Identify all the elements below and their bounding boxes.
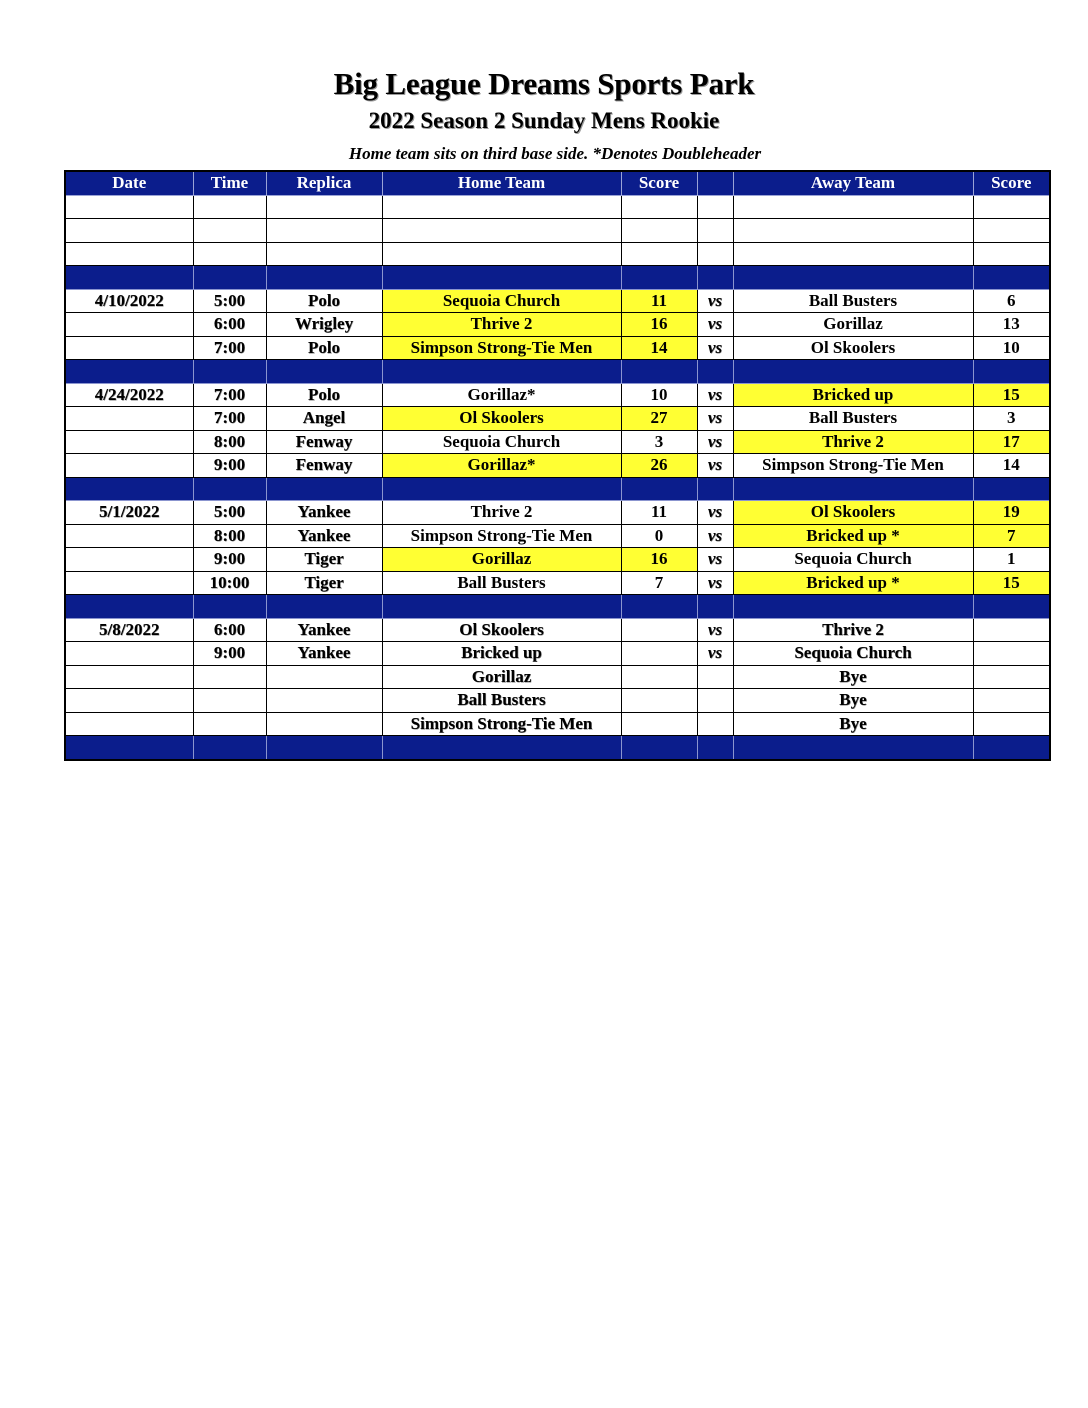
home-team-cell: Thrive 2	[382, 313, 621, 337]
replica-cell: Fenway	[266, 430, 382, 454]
separator-cell	[621, 736, 697, 760]
home-team-cell: Simpson Strong-Tie Men	[382, 524, 621, 548]
home-score-cell: 3	[621, 430, 697, 454]
home-team-cell: Gorillaz	[382, 665, 621, 689]
time-cell: 10:00	[193, 571, 266, 595]
away-team-cell: Sequoia Church	[733, 548, 973, 572]
column-header-home-score: Score	[621, 171, 697, 195]
date-cell	[65, 689, 193, 713]
date-cell: 5/8/2022	[65, 618, 193, 642]
game-row	[65, 571, 1050, 595]
vs-cell: vs	[697, 454, 733, 478]
blank-row	[65, 219, 1050, 243]
game-row	[65, 407, 1050, 431]
time-cell	[193, 689, 266, 713]
home-team-cell: Ol Skoolers	[382, 407, 621, 431]
time-cell: 8:00	[193, 524, 266, 548]
column-header-home-team: Home Team	[382, 171, 621, 195]
separator-cell	[697, 595, 733, 619]
separator-cell	[621, 595, 697, 619]
time-cell: 6:00	[193, 313, 266, 337]
empty-cell	[621, 195, 697, 219]
home-score-cell: 27	[621, 407, 697, 431]
date-cell: 4/10/2022	[65, 289, 193, 313]
empty-cell	[193, 242, 266, 266]
vs-cell: vs	[697, 618, 733, 642]
home-team-cell: Thrive 2	[382, 501, 621, 525]
separator-cell	[973, 360, 1050, 384]
replica-cell: Tiger	[266, 571, 382, 595]
separator-cell	[266, 736, 382, 760]
separator-cell	[65, 595, 193, 619]
separator-cell	[266, 360, 382, 384]
vs-cell	[697, 689, 733, 713]
game-row	[65, 430, 1050, 454]
separator-cell	[621, 360, 697, 384]
empty-cell	[65, 195, 193, 219]
away-team-cell: Bricked up	[733, 383, 973, 407]
replica-cell: Polo	[266, 336, 382, 360]
empty-cell	[266, 195, 382, 219]
home-team-cell: Simpson Strong-Tie Men	[382, 712, 621, 736]
away-team-cell: Bricked up *	[733, 571, 973, 595]
empty-cell	[382, 195, 621, 219]
vs-cell: vs	[697, 430, 733, 454]
separator-cell	[382, 266, 621, 290]
empty-cell	[697, 195, 733, 219]
empty-cell	[193, 219, 266, 243]
away-team-cell: Ol Skoolers	[733, 501, 973, 525]
vs-cell: vs	[697, 548, 733, 572]
home-score-cell: 14	[621, 336, 697, 360]
replica-cell	[266, 689, 382, 713]
separator-cell	[733, 736, 973, 760]
away-score-cell	[973, 665, 1050, 689]
game-row	[65, 548, 1050, 572]
separator-row	[65, 266, 1050, 290]
schedule-table	[64, 170, 1051, 761]
home-score-cell: 0	[621, 524, 697, 548]
home-score-cell: 7	[621, 571, 697, 595]
away-score-cell: 19	[973, 501, 1050, 525]
separator-cell	[733, 477, 973, 501]
time-cell: 8:00	[193, 430, 266, 454]
vs-cell: vs	[697, 571, 733, 595]
column-header-replica: Replica	[266, 171, 382, 195]
column-header-date: Date	[65, 171, 193, 195]
blank-row	[65, 242, 1050, 266]
vs-cell: vs	[697, 524, 733, 548]
bye-row	[65, 712, 1050, 736]
blank-row	[65, 195, 1050, 219]
away-score-cell: 17	[973, 430, 1050, 454]
game-row	[65, 454, 1050, 478]
separator-cell	[382, 477, 621, 501]
schedule-body	[65, 195, 1050, 760]
game-row	[65, 524, 1050, 548]
away-score-cell	[973, 642, 1050, 666]
vs-cell: vs	[697, 313, 733, 337]
home-team-cell: Gorillaz	[382, 548, 621, 572]
replica-cell: Yankee	[266, 524, 382, 548]
away-team-cell: Thrive 2	[733, 618, 973, 642]
time-cell: 5:00	[193, 289, 266, 313]
away-team-cell: Ball Busters	[733, 289, 973, 313]
empty-cell	[65, 219, 193, 243]
time-cell: 6:00	[193, 618, 266, 642]
replica-cell: Yankee	[266, 501, 382, 525]
home-team-cell: Ball Busters	[382, 689, 621, 713]
separator-cell	[973, 595, 1050, 619]
bye-row	[65, 689, 1050, 713]
date-cell	[65, 407, 193, 431]
empty-cell	[266, 242, 382, 266]
column-header-vs	[697, 171, 733, 195]
away-team-cell: Gorillaz	[733, 313, 973, 337]
empty-cell	[382, 219, 621, 243]
away-score-cell: 15	[973, 383, 1050, 407]
away-score-cell: 10	[973, 336, 1050, 360]
home-score-cell: 16	[621, 313, 697, 337]
bye-row	[65, 665, 1050, 689]
away-score-cell: 13	[973, 313, 1050, 337]
page-subtitle: 2022 Season 2 Sunday Mens Rookie	[368, 108, 720, 133]
time-cell: 9:00	[193, 454, 266, 478]
separator-cell	[193, 266, 266, 290]
away-score-cell: 7	[973, 524, 1050, 548]
vs-cell: vs	[697, 383, 733, 407]
date-cell: 5/1/2022	[65, 501, 193, 525]
replica-cell: Tiger	[266, 548, 382, 572]
empty-cell	[621, 219, 697, 243]
time-cell: 9:00	[193, 642, 266, 666]
home-team-cell: Simpson Strong-Tie Men	[382, 336, 621, 360]
replica-cell: Yankee	[266, 618, 382, 642]
away-score-cell	[973, 689, 1050, 713]
date-cell	[65, 524, 193, 548]
column-header-away-score: Score	[973, 171, 1050, 195]
empty-cell	[973, 195, 1050, 219]
game-row	[65, 501, 1050, 525]
vs-cell	[697, 712, 733, 736]
separator-cell	[697, 477, 733, 501]
empty-cell	[697, 219, 733, 243]
home-team-cell: Bricked up	[382, 642, 621, 666]
home-team-cell: Gorillaz*	[382, 454, 621, 478]
away-team-cell: Thrive 2	[733, 430, 973, 454]
home-team-cell: Sequoia Church	[382, 430, 621, 454]
replica-cell: Fenway	[266, 454, 382, 478]
separator-cell	[65, 266, 193, 290]
empty-cell	[65, 242, 193, 266]
home-score-cell: 10	[621, 383, 697, 407]
game-row	[65, 642, 1050, 666]
date-cell	[65, 712, 193, 736]
time-cell: 7:00	[193, 383, 266, 407]
header-row	[65, 171, 1050, 195]
home-score-cell	[621, 689, 697, 713]
empty-cell	[733, 195, 973, 219]
away-score-cell	[973, 712, 1050, 736]
replica-cell: Polo	[266, 289, 382, 313]
time-cell: 7:00	[193, 336, 266, 360]
away-team-cell: Ball Busters	[733, 407, 973, 431]
page-title: Big League Dreams Sports Park	[333, 66, 755, 101]
replica-cell	[266, 712, 382, 736]
date-cell	[65, 454, 193, 478]
separator-cell	[193, 477, 266, 501]
away-score-cell: 15	[973, 571, 1050, 595]
away-team-cell: Bye	[733, 689, 973, 713]
date-cell	[65, 313, 193, 337]
separator-cell	[193, 736, 266, 760]
game-row	[65, 336, 1050, 360]
separator-cell	[193, 595, 266, 619]
home-score-cell	[621, 712, 697, 736]
home-team-cell: Gorillaz*	[382, 383, 621, 407]
separator-cell	[65, 360, 193, 384]
date-cell	[65, 548, 193, 572]
date-cell	[65, 571, 193, 595]
separator-cell	[973, 266, 1050, 290]
home-score-cell: 11	[621, 501, 697, 525]
away-score-cell	[973, 618, 1050, 642]
replica-cell: Polo	[266, 383, 382, 407]
replica-cell: Yankee	[266, 642, 382, 666]
separator-cell	[733, 266, 973, 290]
home-team-cell: Ball Busters	[382, 571, 621, 595]
game-row	[65, 289, 1050, 313]
home-score-cell: 11	[621, 289, 697, 313]
home-team-cell: Ol Skoolers	[382, 618, 621, 642]
vs-cell: vs	[697, 336, 733, 360]
empty-cell	[382, 242, 621, 266]
separator-cell	[973, 477, 1050, 501]
empty-cell	[973, 242, 1050, 266]
vs-cell: vs	[697, 501, 733, 525]
separator-cell	[733, 360, 973, 384]
separator-cell	[65, 477, 193, 501]
game-row	[65, 313, 1050, 337]
away-team-cell: Ol Skoolers	[733, 336, 973, 360]
separator-row	[65, 477, 1050, 501]
empty-cell	[733, 219, 973, 243]
separator-cell	[193, 360, 266, 384]
home-score-cell	[621, 642, 697, 666]
separator-cell	[266, 595, 382, 619]
separator-cell	[65, 736, 193, 760]
vs-cell: vs	[697, 407, 733, 431]
separator-cell	[621, 477, 697, 501]
time-cell: 7:00	[193, 407, 266, 431]
away-score-cell: 6	[973, 289, 1050, 313]
away-team-cell: Simpson Strong-Tie Men	[733, 454, 973, 478]
time-cell: 5:00	[193, 501, 266, 525]
separator-cell	[973, 736, 1050, 760]
separator-row	[65, 360, 1050, 384]
replica-cell	[266, 665, 382, 689]
empty-cell	[973, 219, 1050, 243]
time-cell: 9:00	[193, 548, 266, 572]
column-header-time: Time	[193, 171, 266, 195]
empty-cell	[621, 242, 697, 266]
separator-cell	[382, 595, 621, 619]
replica-cell: Angel	[266, 407, 382, 431]
time-cell	[193, 665, 266, 689]
home-team-cell: Sequoia Church	[382, 289, 621, 313]
away-team-cell: Bye	[733, 665, 973, 689]
vs-cell: vs	[697, 642, 733, 666]
empty-cell	[266, 219, 382, 243]
separator-cell	[266, 266, 382, 290]
separator-cell	[266, 477, 382, 501]
empty-cell	[193, 195, 266, 219]
replica-cell: Wrigley	[266, 313, 382, 337]
home-score-cell	[621, 618, 697, 642]
separator-row	[65, 736, 1050, 760]
home-score-cell: 26	[621, 454, 697, 478]
home-score-cell: 16	[621, 548, 697, 572]
date-cell	[65, 642, 193, 666]
game-row	[65, 383, 1050, 407]
away-team-cell: Sequoia Church	[733, 642, 973, 666]
date-cell	[65, 665, 193, 689]
separator-cell	[382, 360, 621, 384]
away-score-cell: 1	[973, 548, 1050, 572]
date-cell	[65, 430, 193, 454]
schedule-note: Home team sits on third base side. *Denotes Doubleheader	[348, 144, 762, 163]
separator-cell	[697, 736, 733, 760]
game-row	[65, 618, 1050, 642]
away-team-cell: Bricked up *	[733, 524, 973, 548]
away-score-cell: 14	[973, 454, 1050, 478]
separator-cell	[733, 595, 973, 619]
empty-cell	[733, 242, 973, 266]
separator-cell	[621, 266, 697, 290]
separator-row	[65, 595, 1050, 619]
empty-cell	[697, 242, 733, 266]
away-score-cell: 3	[973, 407, 1050, 431]
home-score-cell	[621, 665, 697, 689]
vs-cell: vs	[697, 289, 733, 313]
time-cell	[193, 712, 266, 736]
date-cell	[65, 336, 193, 360]
separator-cell	[697, 360, 733, 384]
date-cell: 4/24/2022	[65, 383, 193, 407]
column-header-away-team: Away Team	[733, 171, 973, 195]
vs-cell	[697, 665, 733, 689]
away-team-cell: Bye	[733, 712, 973, 736]
separator-cell	[697, 266, 733, 290]
separator-cell	[382, 736, 621, 760]
